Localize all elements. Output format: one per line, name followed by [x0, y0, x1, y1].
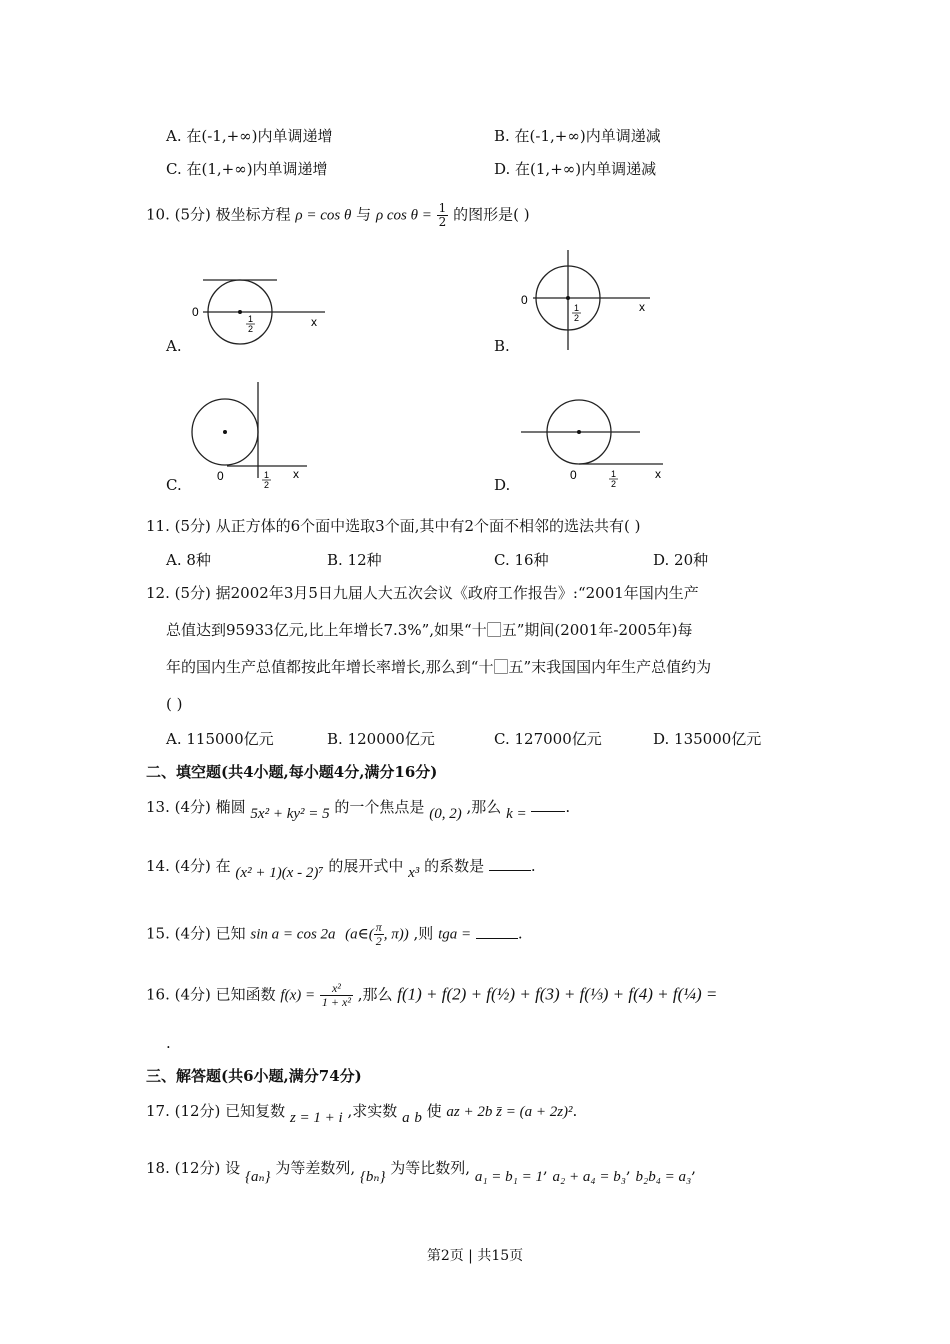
- q16-prefix: 16. (4分) 已知函数: [146, 985, 276, 1004]
- question-12-line-4: ( ): [166, 695, 183, 713]
- q15-frac-den: 2: [375, 934, 382, 948]
- half-num: 1: [264, 470, 270, 480]
- q17-equation: az + 2b z̄ = (a + 2z)²: [446, 1104, 573, 1120]
- q15-prefix: 15. (4分) 已知: [146, 924, 246, 943]
- q13-tail: ,那么: [466, 798, 502, 816]
- q10-mid: 与: [356, 205, 372, 224]
- half-den: 2: [248, 324, 254, 334]
- q11-option-b: B. 12种: [327, 551, 382, 569]
- origin-label: 0: [521, 293, 528, 307]
- q14-mid: 的展开式中: [328, 857, 404, 875]
- half-num: 1: [248, 314, 254, 324]
- center-dot: [577, 430, 581, 434]
- q10-figure-b-label: B.: [494, 337, 510, 355]
- q14-prefix: 14. (4分) 在: [146, 857, 231, 875]
- question-17: [146, 1101, 578, 1126]
- q18-t2: 为等比数列,: [390, 1159, 471, 1177]
- q9-option-b: B. 在(-1,+∞)内单调递减: [494, 127, 661, 145]
- q10-figure-b: [515, 248, 665, 352]
- x-label: x: [293, 467, 299, 481]
- origin-label: 0: [192, 305, 199, 319]
- q15-answer-blank[interactable]: [476, 924, 518, 939]
- q10-figure-c-label: C.: [166, 476, 182, 494]
- half-num: 1: [611, 469, 617, 479]
- q16-frac-den: 1 + x²: [321, 995, 351, 1009]
- q13-mid: 的一个焦点是: [334, 798, 425, 816]
- q16-fraction: [320, 982, 353, 1009]
- x-label: x: [655, 467, 661, 481]
- question-12-line-2: 总值达到95933亿元,比上年增长7.3%”,如果“十⃞五”期间(2001年-2005年)每: [166, 621, 693, 639]
- half-num: 1: [574, 303, 580, 313]
- q13-answer-blank[interactable]: [531, 797, 565, 812]
- q17-z: z = 1 + i: [289, 1110, 343, 1126]
- q17-prefix: 17. (12分) 已知复数: [146, 1102, 286, 1120]
- q17-b: b: [414, 1110, 422, 1126]
- q18-an: {aₙ}: [244, 1169, 271, 1185]
- q9-option-c: C. 在(1,+∞)内单调递增: [166, 160, 328, 178]
- question-16: [146, 982, 717, 1009]
- q16-tail: ,那么: [357, 985, 393, 1004]
- q17-end: .: [572, 1102, 578, 1120]
- origin-label: 0: [570, 468, 577, 482]
- q10-figure-d-label: D.: [494, 476, 511, 494]
- q18-prefix: 18. (12分) 设: [146, 1159, 241, 1177]
- q16-frac-num: x²: [320, 982, 353, 996]
- question-14: [146, 856, 536, 881]
- half-den: 2: [611, 479, 617, 489]
- q12-option-b: B. 120000亿元: [327, 730, 435, 748]
- q10-frac-den: 2: [438, 215, 447, 229]
- q17-use: 使: [426, 1102, 442, 1120]
- origin-label: 0: [217, 469, 224, 483]
- q9-option-a: A. 在(-1,+∞)内单调递增: [166, 127, 333, 145]
- q14-end: .: [530, 857, 536, 875]
- q12-option-c: C. 127000亿元: [494, 730, 602, 748]
- q14-term: x³: [408, 865, 420, 881]
- q18-condition-3: b₂b₄ = a₃: [635, 1169, 692, 1185]
- q18-condition-1: a₁ = b₁ = 1: [474, 1169, 543, 1185]
- q10-figure-a-label: A.: [166, 337, 182, 355]
- q10-frac-num: 1: [438, 201, 447, 215]
- question-12-line-3: 年的国内生产总值都按此年增长率增长,那么到“十⃞五”末我国国内年生产总值约为: [166, 658, 712, 676]
- q13-prefix: 13. (4分) 椭圆: [146, 798, 246, 816]
- half-den: 2: [574, 313, 580, 323]
- question-15: [146, 921, 523, 948]
- q12-option-d: D. 135000亿元: [653, 730, 762, 748]
- page-footer: 第2页 | 共15页: [426, 1248, 524, 1264]
- q15-ask: tga =: [438, 926, 472, 943]
- q10-figure-d: [515, 392, 675, 492]
- q17-mid: ,求实数: [347, 1102, 398, 1120]
- q12-option-a: A. 115000亿元: [166, 730, 274, 748]
- section-3-heading: 三、解答题(共6小题,满分74分): [146, 1067, 362, 1085]
- question-18: 18. (12分) 设 {aₙ} 为等差数列, {bₙ} 为等比数列, a₁ = b₁ = 1, a₂ + a₄ = b₃, b₂b₄ = a₃,: [146, 1159, 697, 1185]
- q13-equation: 5x² + ky² = 5: [250, 806, 330, 822]
- section-2-heading: 二、填空题(共4小题,每小题4分,满分16分): [146, 763, 438, 781]
- question-10-stem: [146, 202, 530, 229]
- q14-answer-blank[interactable]: [489, 856, 531, 871]
- q16-function: f(x) =: [280, 987, 316, 1004]
- q15-condition-left: (a∈(: [345, 926, 374, 943]
- x-label: x: [639, 300, 645, 314]
- q16-end: .: [166, 1034, 171, 1052]
- q10-prefix: 10. (5分) 极坐标方程: [146, 205, 291, 224]
- q10-suffix: 的图形是( ): [453, 205, 530, 224]
- q18-t1: 为等差数列,: [275, 1159, 356, 1177]
- q10-figure-c: [185, 378, 315, 490]
- q10-fraction: [437, 202, 449, 229]
- q18-bn: {bₙ}: [359, 1169, 386, 1185]
- q15-fraction: [374, 921, 384, 948]
- q14-tail: 的系数是: [424, 857, 485, 875]
- q9-option-d: D. 在(1,+∞)内单调递减: [494, 160, 657, 178]
- q16-sum: f(1) + f(2) + f(½) + f(3) + f(⅓) + f(4) + f(¼) =: [397, 984, 718, 1004]
- center-dot: [238, 310, 242, 314]
- q14-expression: (x² + 1)(x - 2)⁷: [235, 865, 324, 881]
- q15-tail: ,则: [413, 924, 434, 943]
- q18-condition-2: a₂ + a₄ = b₃: [552, 1169, 626, 1185]
- question-11-stem: 11. (5分) 从正方体的6个面中选取3个面,其中有2个面不相邻的选法共有( ): [146, 517, 641, 535]
- q15-frac-num: π: [375, 920, 382, 934]
- half-den: 2: [264, 480, 270, 490]
- q10-figure-a: [185, 270, 340, 350]
- q13-ask: k =: [506, 806, 527, 822]
- q15-equation: sin a = cos 2a: [250, 926, 336, 943]
- question-13: [146, 797, 571, 822]
- center-dot: [566, 296, 570, 300]
- center-dot: [223, 430, 227, 434]
- q15-end: .: [517, 924, 523, 943]
- q11-option-a: A. 8种: [166, 551, 211, 569]
- q10-equation-2: ρ cos θ =: [375, 207, 432, 224]
- q17-a: a: [402, 1110, 410, 1126]
- q11-option-c: C. 16种: [494, 551, 549, 569]
- q15-condition-right: , π)): [383, 926, 409, 943]
- q11-option-d: D. 20种: [653, 551, 709, 569]
- q13-end: .: [565, 798, 571, 816]
- x-label: x: [311, 315, 317, 329]
- q10-equation-1: ρ = cos θ: [295, 207, 352, 224]
- question-12-line-1: 12. (5分) 据2002年3月5日九届人大五次会议《政府工作报告》:“2001年国内生产: [146, 584, 699, 602]
- q13-point: (0, 2): [429, 806, 462, 822]
